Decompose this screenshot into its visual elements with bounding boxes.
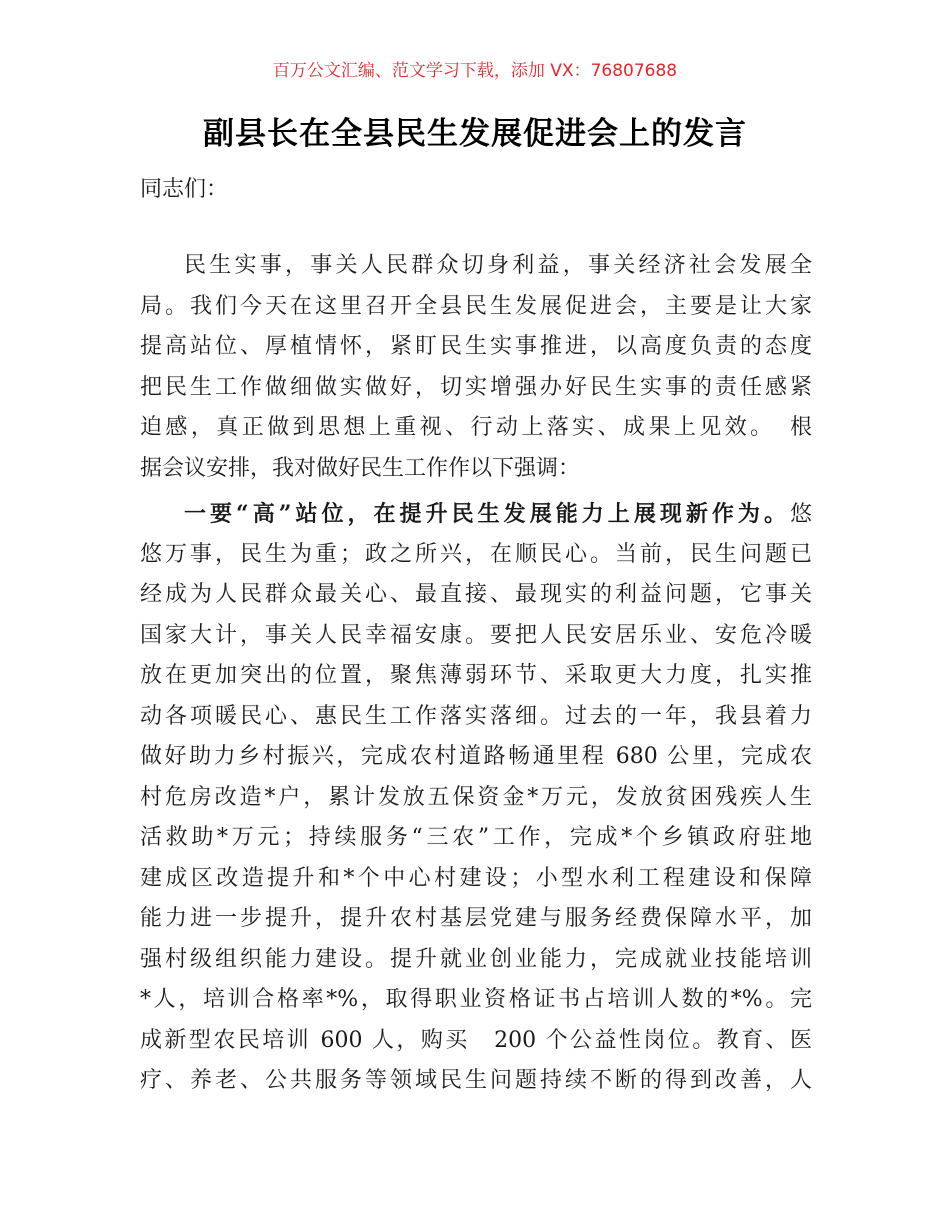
paragraph-line: 把民生工作做细做实做好，切实增强办好民生实事的责任感紧: [140, 374, 812, 400]
paragraph-line: 村危房改造*户，累计发放五保资金*万元，发放贫困残疾人生: [140, 784, 812, 810]
promo-banner: 百万公文汇编、范文学习下载，添加 VX：76807688: [272, 61, 678, 81]
paragraph-line: 能力进一步提升，提升农村基层党建与服务经费保障水平，加: [140, 906, 812, 931]
paragraph-line: 强村级组织能力建设。提升就业创业能力，完成就业技能培训: [140, 946, 812, 972]
paragraph-line: 活救助*万元；持续服务“三农”工作，完成*个乡镇政府驻地: [140, 825, 812, 850]
paragraph-line: 局。我们今天在这里召开全县民生发展促进会，主要是让大家: [140, 293, 812, 319]
heading-tail: 悠: [789, 502, 812, 527]
paragraph-line: 据会议安排，我对做好民生工作作以下强调：: [140, 455, 581, 481]
paragraph-line: 迫感，真正做到思想上重视、行动上落实、成果上见效。 根: [140, 415, 812, 440]
paragraph-line: 做好助力乡村振兴，完成农村道路畅通里程 680 公里，完成农: [140, 744, 812, 769]
greeting-block: [140, 170, 812, 211]
section-heading: 一要“高”站位，在提升民生发展能力上展现新作为。: [184, 501, 790, 527]
paragraph-line: 提高站位、厚植情怀，紧盯民生实事推进，以高度负责的态度: [140, 334, 812, 359]
paragraph-first-line: [140, 494, 812, 535]
paragraph-line: 经成为人民群众最关心、最直接、最现实的利益问题，它事关: [140, 582, 812, 607]
paragraph-line: 放在更加突出的位置，聚焦薄弱环节、采取更大力度，扎实推: [140, 663, 812, 688]
paragraph-line: 疗、养老、公共服务等领域民生问题持续不断的得到改善，人: [140, 1068, 812, 1093]
paragraph-1: [140, 246, 812, 489]
document-title: 副县长在全县民生发展促进会上的发言: [203, 116, 747, 152]
paragraph-line: 建成区改造提升和*个中心村建设；小型水利工程建设和保障: [140, 865, 812, 891]
paragraph-line: 国家大计，事关人民幸福安康。要把人民安居乐业、安危冷暖: [140, 622, 812, 648]
paragraph-line: 悠万事，民生为重；政之所兴，在顺民心。当前，民生问题已: [140, 541, 812, 567]
greeting: 同志们：: [140, 177, 229, 202]
paragraph-line: 民生实事，事关人民群众切身利益，事关经济社会发展全: [184, 253, 812, 278]
paragraph-line: 成新型农民培训 600 人，购买 200 个公益性岗位。教育、医: [140, 1027, 812, 1053]
paragraph-2: [140, 494, 812, 1102]
paragraph-line: *人，培训合格率*%，取得职业资格证书占培训人数的*%。完: [140, 987, 812, 1012]
paragraph-line: 动各项暖民心、惠民生工作落实落细。过去的一年，我县着力: [140, 703, 812, 729]
